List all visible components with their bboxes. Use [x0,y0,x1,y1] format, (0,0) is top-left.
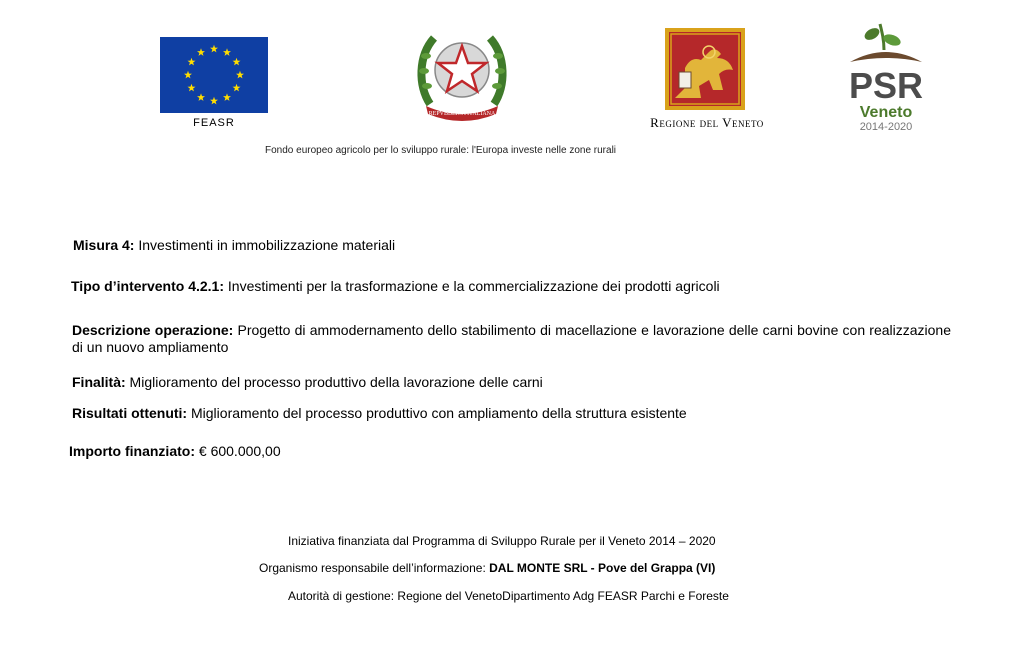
descrizione-field [72,322,951,356]
footer-line-organismo [259,561,715,575]
eu-flag-caption: FEASR [193,117,235,129]
risultati-field [72,405,687,421]
tipo-intervento-field [71,278,720,294]
eu-flag-logo [160,37,268,113]
regione-veneto-caption: Regione del Veneto [650,115,764,130]
footer-line-autorita: Autorità di gestione: Regione del VenetoDipartimento Adg FEASR Parchi e Foreste [288,589,729,603]
importo-value: € 600.000,00 [195,443,281,459]
footer-line-programma: Iniziativa finanziata dal Programma di Sviluppo Rurale per il Veneto 2014 – 2020 [288,534,716,548]
footer-organismo-name: DAL MONTE SRL - Pove del Grappa (VI) [489,561,716,575]
finalita-value: Miglioramento del processo produttivo della lavorazione delle carni [125,374,543,390]
fondo-europeo-line: Fondo europeo agricolo per lo sviluppo rurale: l'Europa investe nelle zone rurali [265,145,617,156]
tipo-intervento-label: Tipo d’intervento 4.2.1: [71,278,224,294]
regione-veneto-logo [665,28,745,110]
risultati-label: Risultati ottenuti: [72,405,188,421]
misura-label: Misura 4: [73,237,135,253]
italian-republic-emblem [416,26,508,122]
psr-title: PSR [848,65,924,106]
descrizione-label: Descrizione operazione: [72,322,234,338]
risultati-value: Miglioramento del processo produttivo con ampliamento della struttura esistente [187,405,687,421]
misura-field [73,237,395,253]
finalita-field [72,374,543,390]
tipo-intervento-value: Investimenti per la trasformazione e la commercializzazione dei prodotti agricoli [224,278,720,294]
importo-label: Importo finanziato: [69,443,195,459]
psr-subtitle: Veneto [859,104,913,121]
footer-organismo-prefix: Organismo responsabile dell’informazione: [259,561,490,575]
importo-field [69,443,281,459]
emblem-ribbon-text: REPVBBLICA ITALIANA [428,111,496,117]
psr-years: 2014-2020 [859,121,913,133]
misura-value: Investimenti in immobilizzazione materiali [134,237,396,253]
psr-veneto-logo [844,18,928,134]
finalita-label: Finalità: [72,374,126,390]
descrizione-value: Progetto di ammodernamento dello stabilimento di macellazione e lavorazione delle carni bovine con realizzazione di un nuovo ampliamento [72,322,952,355]
